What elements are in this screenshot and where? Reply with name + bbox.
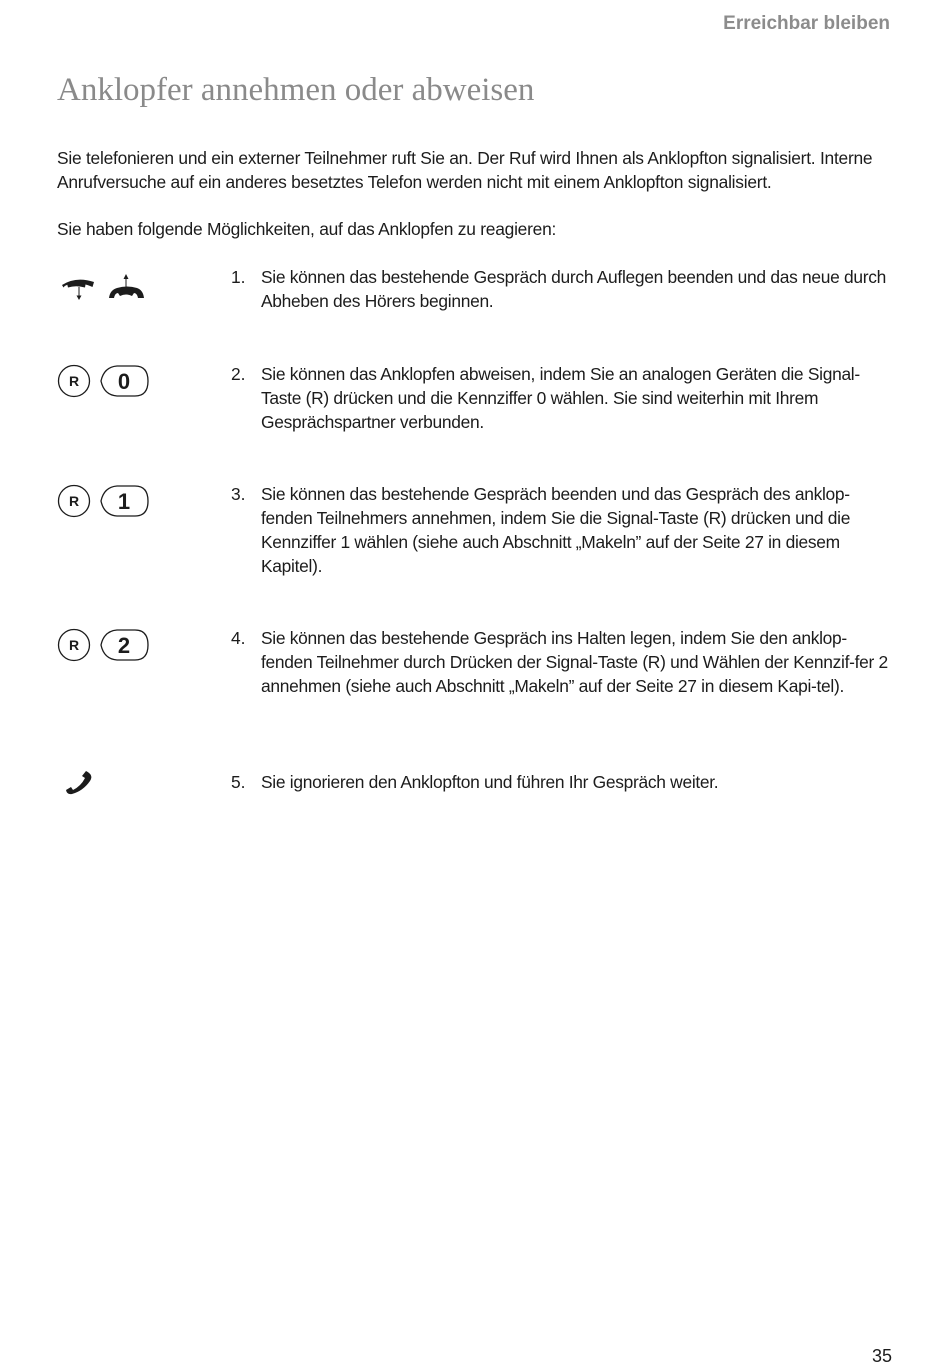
handset-lift-icon <box>109 274 144 298</box>
options-intro: Sie haben folgende Möglichkeiten, auf das Anklopfen zu reagieren: <box>57 219 557 239</box>
step-3-icons <box>57 482 152 525</box>
handset-hang-up-icon <box>62 280 94 300</box>
step-1-icons <box>57 265 149 310</box>
step-4-icons <box>57 626 152 669</box>
r-key-icon <box>59 630 90 661</box>
step-text: Sie können das bestehende Gespräch beenden und das Gespräch des anklop-fenden Teilnehmers annehmen, indem Sie die Signal-Taste (R) drücken und die Kennziffer 1 wählen (siehe auch Abschnitt „Makeln” auf der Seite 27 in diesem Kapitel). <box>261 484 851 576</box>
digit-key-icon <box>101 486 148 516</box>
step-2-icons <box>57 362 152 405</box>
intro-paragraph: Sie telefonieren und ein externer Teilnehmer ruft Sie an. Der Ruf wird Ihnen als Anklopfton signalisiert. Interne Anrufversuche auf ein anderes besetztes Telefon werden nicht mit einem Anklopfton signalisiert. <box>57 148 873 192</box>
digit-key-label: 0 <box>117 369 131 394</box>
step-text: Sie können das bestehende Gespräch durch Auflegen beenden und das neue durch Abheben des Hörers beginnen. <box>261 267 887 311</box>
r-key-icon <box>59 486 90 517</box>
r-key-label: R <box>68 493 80 509</box>
digit-key-label: 1 <box>117 489 131 514</box>
step-number: 4. <box>231 628 246 648</box>
r-key-icon <box>59 366 90 397</box>
handset-in-call-icon <box>66 771 91 794</box>
digit-key-icon <box>101 630 148 660</box>
r-key-label: R <box>68 373 80 389</box>
page-title: Anklopfer annehmen oder abweisen <box>57 72 535 108</box>
r-key-label: R <box>68 637 80 653</box>
step-5-icons <box>57 770 107 805</box>
step-text: Sie können das bestehende Gespräch ins Halten legen, indem Sie den anklop-fenden Teilnehmer durch Drücken der Signal-Taste (R) und Wählen der Kennzif-fer 2 annehmen (siehe auch Abschnitt „Makeln” auf der Seite 27 in diesem Kapi-tel). <box>261 628 888 696</box>
digit-key-icon <box>101 366 148 396</box>
page-number: 35 <box>871 1346 892 1366</box>
step-number: 1. <box>231 267 246 287</box>
digit-key-label: 2 <box>117 633 131 658</box>
running-header: Erreichbar bleiben <box>723 13 890 34</box>
step-text: Sie können das Anklopfen abweisen, indem Sie an analogen Geräten die Signal-Taste (R) drücken und die Kennziffer 0 wählen. Sie sind weiterhin mit Ihrem Gesprächspartner verbunden. <box>261 364 860 432</box>
step-number: 3. <box>231 484 246 504</box>
step-text: Sie ignorieren den Anklopfton und führen Ihr Gespräch weiter. <box>261 772 719 792</box>
step-number: 2. <box>231 364 246 384</box>
step-number: 5. <box>231 772 246 792</box>
